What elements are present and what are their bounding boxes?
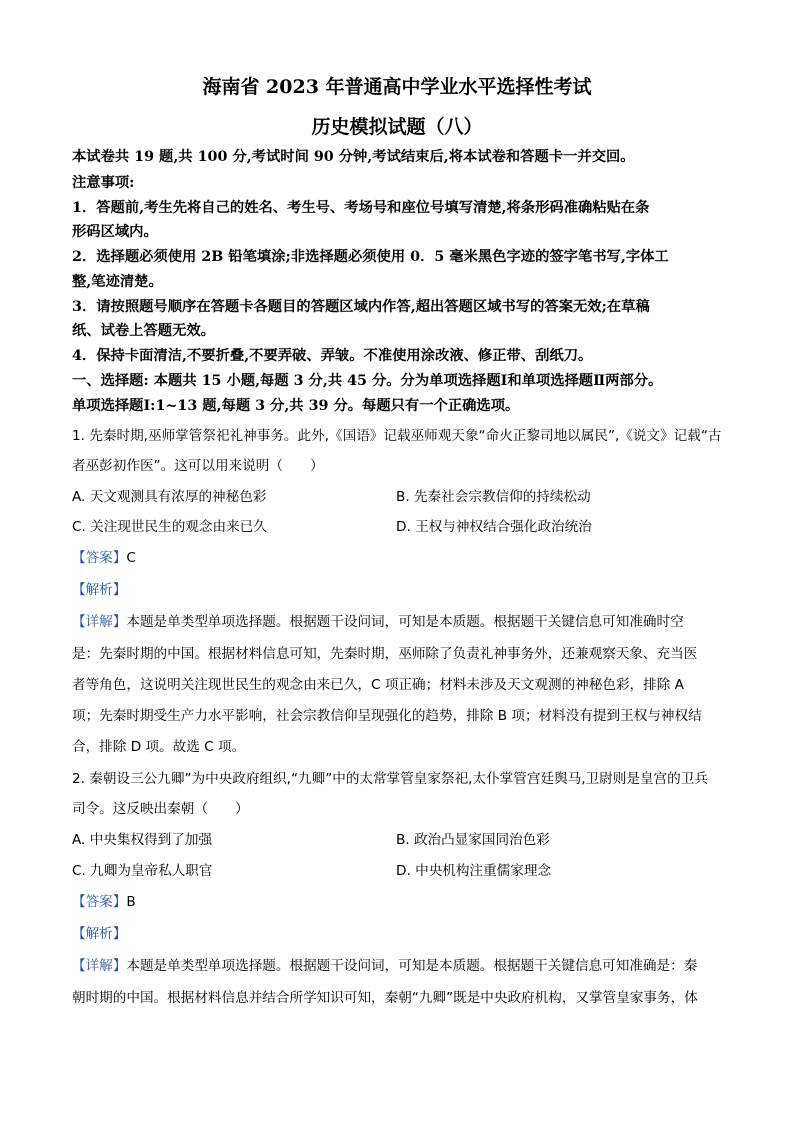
q1-option-d: D. 王权与神权结合强化政治统治 bbox=[396, 519, 592, 535]
q1-option-c: C. 关注现世民生的观念由来已久 bbox=[72, 519, 267, 535]
exam-subtitle: 历史模拟试题（八） bbox=[311, 116, 483, 138]
answer-value: B bbox=[126, 894, 136, 910]
q2-option-c: C. 九卿为皇帝私人职官 bbox=[72, 863, 213, 879]
notice-3-cont: 纸、试卷上答题无效。 bbox=[72, 323, 215, 339]
notice-3: 3．请按照题号顺序在答题卡各题目的答题区域内作答,超出答题区域书写的答案无效;在草稿 bbox=[72, 299, 650, 315]
section-subheading: 单项选择题Ⅰ:1~13 题,每题 3 分,共 39 分。每题只有一个正确选项。 bbox=[72, 398, 520, 414]
answer-tag: 【答案】 bbox=[72, 550, 127, 566]
q2-option-d: D. 中央机构注重儒家理念 bbox=[396, 863, 552, 879]
q1-detail-line: 项；先秦时期受生产力水平影响，社会宗教信仰呈现强化的趋势，排除 B 项；材料没有提到王权与神权结 bbox=[72, 708, 702, 724]
analysis-tag: 【解析】 bbox=[72, 926, 127, 942]
detail-text: 本题是单类型单项选择题。根据题干设问词，可知是本质题。根据题干关键信息可知准确时空 bbox=[126, 614, 684, 630]
q1-option-a: A. 天文观测具有浓厚的神秘色彩 bbox=[72, 489, 267, 505]
q1-stem-cont: 者巫彭初作医”。这可以用来说明（ ） bbox=[72, 458, 324, 474]
q2-stem-cont: 司令。这反映出秦朝（ ） bbox=[72, 801, 249, 817]
q1-answer bbox=[72, 546, 136, 566]
q2-detail bbox=[72, 954, 697, 974]
q1-detail bbox=[72, 610, 684, 630]
detail-tag: 【详解】 bbox=[72, 614, 127, 630]
q2-answer bbox=[72, 890, 136, 910]
notice-2-cont: 整,笔迹清楚。 bbox=[72, 274, 163, 290]
q2-stem: 2. 秦朝设三公九卿”为中央政府组织,“九卿”中的太常掌管皇家祭祀,太仆掌管宫廷舆马,卫尉则是皇宫的卫兵 bbox=[72, 771, 708, 787]
answer-value: C bbox=[126, 550, 136, 566]
q1-detail-line: 是：先秦时期的中国。根据材料信息可知，先秦时期，巫师除了负责礼神事务外，还兼观察天象、充当医 bbox=[72, 646, 698, 662]
q2-analysis bbox=[72, 922, 126, 942]
detail-tag: 【详解】 bbox=[72, 958, 127, 974]
notice-1-cont: 形码区域内。 bbox=[72, 224, 158, 240]
analysis-tag: 【解析】 bbox=[72, 582, 127, 598]
q1-option-b: B. 先秦社会宗教信仰的持续松动 bbox=[396, 489, 591, 505]
notice-4: 4．保持卡面清洁,不要折叠,不要弄破、弄皱。不准使用涂改液、修正带、刮纸刀。 bbox=[72, 348, 593, 364]
q2-option-a: A. 中央集权得到了加强 bbox=[72, 832, 213, 848]
notice-1: 1．答题前,考生先将自己的姓名、考生号、考场号和座位号填写清楚,将条形码准确粘贴在条 bbox=[72, 200, 650, 216]
answer-tag: 【答案】 bbox=[72, 894, 127, 910]
notice-2: 2．选择题必须使用 2B 铅笔填涂;非选择题必须使用 0．5 毫米黑色字迹的签字笔书写,字体工 bbox=[72, 249, 669, 265]
q1-stem: 1. 先秦时期,巫师掌管祭祀礼神事务。此外,《国语》记载巫师观天象“命火正黎司地以属民”,《说文》记载“古 bbox=[72, 428, 722, 444]
detail-text: 本题是单类型单项选择题。根据题干设问词，可知是本质题。根据题干关键信息可知准确是：秦 bbox=[126, 958, 698, 974]
q2-detail-line: 朝时期的中国。根据材料信息并结合所学知识可知，秦朝“九卿”既是中央政府机构，又掌管皇家事务，体 bbox=[72, 990, 698, 1006]
q1-detail-line: 合，排除 D 项。故选 C 项。 bbox=[72, 739, 246, 755]
q1-analysis bbox=[72, 578, 126, 598]
exam-title: 海南省 2023 年普通高中学业水平选择性考试 bbox=[202, 76, 592, 98]
q2-option-b: B. 政治凸显家国同治色彩 bbox=[396, 832, 550, 848]
intro-line: 本试卷共 19 题,共 100 分,考试时间 90 分钟,考试结束后,将本试卷和答题卡一并交回。 bbox=[72, 149, 635, 165]
notice-heading: 注意事项: bbox=[72, 175, 135, 191]
q1-detail-line: 者等角色，这说明关注现世民生的观念由来已久，C 项正确；材料未涉及天文观测的神秘色彩，排除 A bbox=[72, 677, 684, 693]
section-heading: 一、选择题: 本题共 15 小题,每题 3 分,共 45 分。分为单项选择题Ⅰ和单项选择题Ⅱ两部分。 bbox=[72, 373, 663, 389]
